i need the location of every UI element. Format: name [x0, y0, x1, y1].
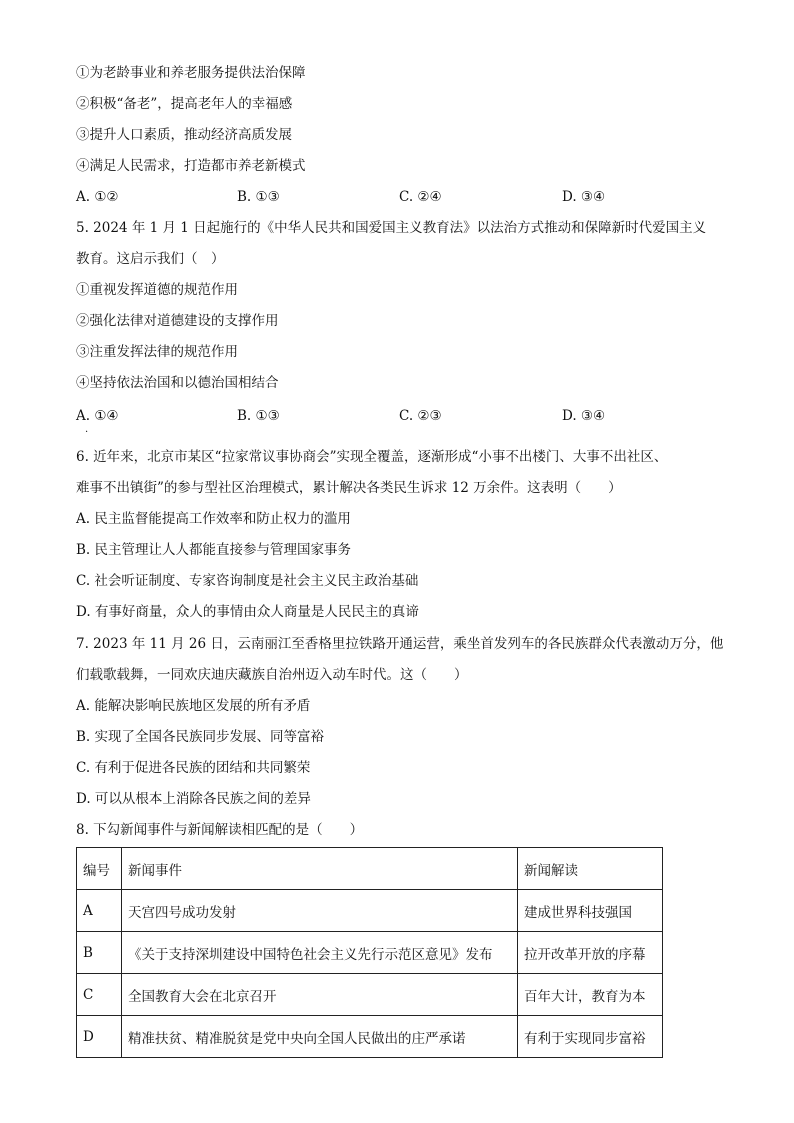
row-c-event: 全国教育大会在北京召开	[122, 974, 518, 1016]
q7-stem-line2: 们载歌载舞，一同欢庆迪庆藏族自治州迈入动车时代。这（ ）	[76, 667, 468, 683]
row-d-interpretation: 有利于实现同步富裕	[518, 1016, 663, 1058]
header-event: 新闻事件	[122, 848, 518, 890]
q5-option-b[interactable]: B. ①③	[237, 408, 280, 424]
q6-option-c[interactable]: C. 社会听证制度、专家咨询制度是社会主义民主政治基础	[76, 573, 419, 589]
q4-statement-4: ④满足人民需求，打造都市养老新模式	[76, 158, 306, 174]
q6-stem-line2: 难事不出镇街”的参与型社区治理模式，累计解决各类民生诉求 12 万余件。这表明（ ）	[76, 480, 622, 496]
q5-statement-1: ①重视发挥道德的规范作用	[76, 282, 238, 298]
row-b-event: 《关于支持深圳建设中国特色社会主义先行示范区意见》发布	[122, 932, 518, 974]
q4-options	[76, 187, 676, 207]
q5-option-a[interactable]: A. ①④	[76, 408, 119, 424]
q4-option-b[interactable]: B. ①③	[237, 189, 280, 205]
q5-statement-4: ④坚持依法治国和以德治国相结合	[76, 375, 279, 391]
row-c-number: C	[77, 974, 122, 1016]
row-a-number: A	[77, 890, 122, 932]
q7-option-b[interactable]: B. 实现了全国各民族同步发展、同等富裕	[76, 729, 325, 745]
q4-option-a[interactable]: A. ①②	[76, 189, 119, 205]
q5-options	[76, 406, 676, 426]
table-header-row	[77, 848, 663, 890]
q5-option-d[interactable]: D. ③④	[562, 408, 606, 424]
q6-stem-line1: 6. 近年来，北京市某区“拉家常议事协商会”实现全覆盖，逐渐形成“小事不出楼门、大事不出社区、	[76, 449, 668, 465]
header-number: 编号	[77, 848, 122, 890]
q6-option-d[interactable]: D. 有事好商量，众人的事情由众人商量是人民民主的真谛	[76, 604, 419, 620]
header-interpretation: 新闻解读	[518, 848, 663, 890]
q5-option-c[interactable]: C. ②③	[399, 408, 442, 424]
q4-statement-1: ①为老龄事业和养老服务提供法治保障	[76, 65, 306, 81]
row-a-interpretation: 建成世界科技强国	[518, 890, 663, 932]
q7-option-c[interactable]: C. 有利于促进各民族的团结和共同繁荣	[76, 760, 311, 776]
row-b-number: B	[77, 932, 122, 974]
q4-option-c[interactable]: C. ②④	[399, 189, 442, 205]
q5-stem-line1: 5. 2024 年 1 月 1 日起施行的《中华人民共和国爱国主义教育法》以法治方式推动和保障新时代爱国主义	[76, 220, 707, 236]
table-row	[77, 932, 663, 974]
q5-stem-line2: 教育。这启示我们（ ）	[76, 251, 225, 267]
q6-option-b[interactable]: B. 民主管理让人人都能直接参与管理国家事务	[76, 542, 352, 558]
q7-option-a[interactable]: A. 能解决影响民族地区发展的所有矛盾	[76, 698, 311, 714]
q4-statement-3: ③提升人口素质，推动经济高质发展	[76, 127, 292, 143]
row-b-interpretation: 拉开改革开放的序幕	[518, 932, 663, 974]
row-d-event: 精准扶贫、精准脱贫是党中央向全国人民做出的庄严承诺	[122, 1016, 518, 1058]
q8-stem: 8. 下勾新闻事件与新闻解读相匹配的是（ ）	[76, 822, 364, 838]
q5-statement-2: ②强化法律对道德建设的支撑作用	[76, 313, 279, 329]
row-a-event: 天宫四号成功发射	[122, 890, 518, 932]
table-row	[77, 1016, 663, 1058]
q7-option-d[interactable]: D. 可以从根本上消除各民族之间的差异	[76, 791, 311, 807]
q4-statement-2: ②积极“备老”，提高老年人的幸福感	[76, 96, 293, 112]
stray-mark: .	[85, 424, 89, 435]
q4-option-d[interactable]: D. ③④	[562, 189, 606, 205]
row-d-number: D	[77, 1016, 122, 1058]
news-table	[76, 847, 663, 1058]
q7-stem-line1: 7. 2023 年 11 月 26 日，云南丽江至香格里拉铁路开通运营，乘坐首发列车的各民族群众代表激动万分，他	[76, 636, 724, 652]
row-c-interpretation: 百年大计，教育为本	[518, 974, 663, 1016]
table-row	[77, 974, 663, 1016]
table-row	[77, 890, 663, 932]
q6-option-a[interactable]: A. 民主监督能提高工作效率和防止权力的滥用	[76, 511, 351, 527]
q5-statement-3: ③注重发挥法律的规范作用	[76, 344, 238, 360]
